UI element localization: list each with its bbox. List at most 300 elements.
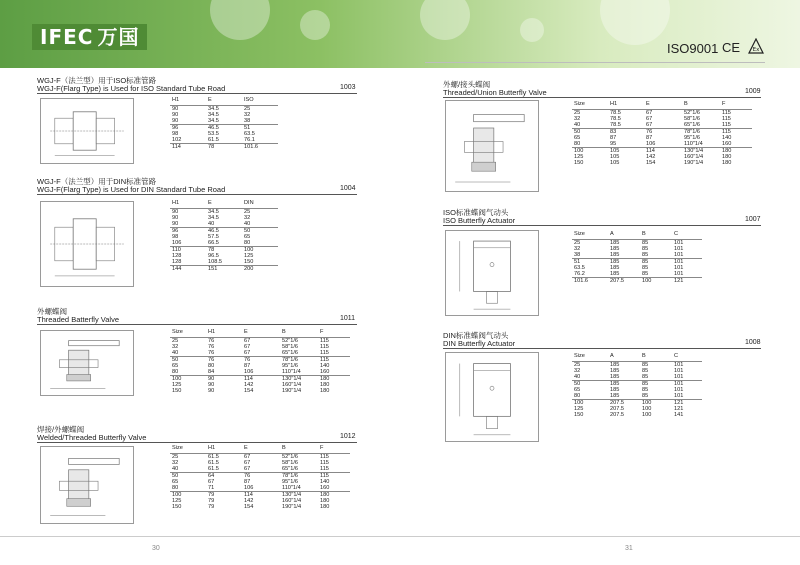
- table-cell: 87: [244, 363, 251, 369]
- section-rule: [37, 194, 357, 195]
- table-cell: 78.5: [610, 122, 621, 128]
- table-header-cell: B: [640, 230, 672, 240]
- section-title-cn: WGJ-F（法兰型）用于DIN标准管路: [37, 177, 157, 186]
- table-cell: 101: [674, 265, 684, 271]
- table-cell: 185: [610, 271, 620, 277]
- section-rule: [443, 348, 761, 349]
- table-cell: 108.5: [208, 259, 222, 265]
- table-cell: 180: [318, 376, 350, 383]
- table-header-cell: B: [280, 328, 318, 338]
- dimension-table: [170, 199, 278, 272]
- table-cell: 34.5: [208, 106, 219, 112]
- table-cell: 180: [320, 498, 330, 504]
- table-cell: 40: [172, 466, 179, 472]
- table-cell: 25: [172, 338, 179, 344]
- section-title-en: ISO Butterfly Actuator: [443, 216, 516, 225]
- table-cell: 154: [244, 504, 254, 510]
- table-cell: 115: [320, 460, 329, 466]
- table-cell: 65: [172, 363, 179, 369]
- table-row: [572, 278, 702, 285]
- table-cell: 106: [172, 240, 182, 246]
- section-title-en: Threaded/Union Butterfly Valve: [443, 88, 547, 97]
- technical-drawing: [445, 230, 539, 316]
- table-cell: 50: [170, 473, 206, 480]
- table-cell: 144: [170, 266, 206, 273]
- table-cell: 154: [244, 388, 254, 394]
- table-cell: 38: [244, 118, 251, 124]
- table-cell: 100: [642, 406, 652, 412]
- table-cell: 32: [244, 112, 251, 118]
- dimension-table: [170, 444, 350, 510]
- table-cell: 63.5: [574, 265, 585, 271]
- table-cell: 76: [206, 357, 242, 364]
- table-cell: 115: [318, 473, 350, 480]
- table-cell: 180: [318, 492, 350, 499]
- table-cell: 90: [208, 382, 215, 388]
- table-cell: 100: [242, 247, 278, 254]
- table-cell: 207.5: [610, 406, 624, 412]
- dimension-table: [170, 96, 278, 150]
- section-title-en: Welded/Threaded Butterfly Valve: [37, 433, 147, 442]
- table-cell: 67: [244, 350, 251, 356]
- table-cell: 142: [646, 154, 656, 160]
- section-rule: [443, 225, 761, 226]
- table-cell: 83: [608, 129, 644, 136]
- table-row: [572, 412, 702, 418]
- table-cell: 101: [672, 381, 702, 388]
- iso-certification-label: ISO9001: [667, 41, 719, 56]
- table-cell: 100: [572, 400, 608, 407]
- dimension-table: [170, 328, 350, 394]
- table-cell: 185: [610, 265, 620, 271]
- table-cell: 106: [646, 141, 656, 147]
- table-header-cell: C: [672, 352, 702, 362]
- ex-warning-icon: [748, 38, 764, 57]
- table-cell: 79: [206, 492, 242, 499]
- table-cell: 128: [172, 259, 182, 265]
- table-cell: 207.5: [610, 412, 624, 418]
- table-cell: 79: [208, 498, 215, 504]
- table-header-cell: C: [672, 230, 702, 240]
- section-rule: [443, 97, 761, 98]
- table-cell: 125: [244, 253, 254, 259]
- dimension-table: [572, 100, 752, 166]
- section-title-en: WGJ-F(Flarg Type) is Used for ISO Standard Tube Road: [37, 84, 226, 93]
- table-cell: 125: [172, 498, 182, 504]
- table-cell: 85: [640, 381, 672, 388]
- table-cell: 40: [574, 122, 581, 128]
- section-rule: [37, 442, 357, 443]
- section-rule: [37, 93, 357, 94]
- table-cell: 185: [610, 374, 620, 380]
- table-header-cell: A: [608, 352, 640, 362]
- table-cell: 67: [244, 466, 251, 472]
- table-header-cell: B: [682, 100, 720, 110]
- table-header-cell: A: [608, 230, 640, 240]
- section-title-cn: 外螺/接头蝶阀: [443, 80, 491, 89]
- table-cell: 78"1/6: [682, 129, 720, 136]
- table-cell: 101: [672, 259, 702, 266]
- table-cell: 32: [574, 116, 581, 122]
- table-cell: 78"1/6: [280, 473, 318, 480]
- table-cell: 67: [244, 460, 251, 466]
- section-title-en: WGJ-F(Flarg Type) is Used for DIN Standard Tube Road: [37, 185, 226, 194]
- table-cell: 150: [574, 412, 584, 418]
- table-cell: 32: [172, 344, 179, 350]
- table-cell: 25: [574, 110, 581, 116]
- table-cell: 58"1/6: [282, 460, 298, 466]
- table-cell: 180: [720, 148, 752, 155]
- table-cell: 200: [242, 266, 278, 273]
- table-cell: 105: [608, 148, 644, 155]
- table-cell: 67: [244, 338, 251, 344]
- table-cell: 110"1/4: [684, 141, 703, 147]
- table-cell: 95"1/6: [282, 363, 298, 369]
- table-header-cell: E: [206, 199, 242, 209]
- table-cell: 40: [244, 221, 251, 227]
- table-cell: 142: [244, 382, 254, 388]
- table-cell: 110"1/4: [282, 369, 301, 375]
- table-header-cell: DIN: [242, 199, 278, 209]
- table-cell: 190"1/4: [282, 504, 302, 510]
- table-cell: 65: [574, 387, 581, 393]
- table-header-cell: H1: [170, 96, 206, 106]
- table-cell: 154: [646, 160, 656, 166]
- table-cell: 160"1/4: [684, 154, 704, 160]
- table-header-cell: E: [206, 96, 242, 106]
- technical-drawing: [40, 201, 134, 287]
- table-cell: 114: [170, 144, 206, 151]
- table-cell: 121: [674, 406, 684, 412]
- table-header-cell: Size: [572, 230, 608, 240]
- product-code: 1007: [745, 216, 761, 223]
- table-cell: 125: [574, 154, 584, 160]
- table-cell: 115: [320, 454, 329, 460]
- table-cell: 185: [610, 240, 620, 246]
- table-cell: 67: [646, 122, 653, 128]
- technical-drawing: [40, 98, 134, 164]
- table-cell: 105: [610, 160, 620, 166]
- table-cell: 76.2: [574, 271, 585, 277]
- table-cell: 115: [722, 110, 731, 116]
- table-cell: 101: [674, 393, 684, 399]
- table-cell: 128: [172, 253, 182, 259]
- table-cell: 65: [244, 234, 251, 240]
- page-number-right: 31: [625, 545, 633, 552]
- table-cell: 34.5: [208, 118, 219, 124]
- table-cell: 130"1/4: [280, 376, 318, 383]
- table-cell: 85: [642, 362, 649, 368]
- table-cell: 106: [244, 485, 254, 491]
- table-cell: 102: [172, 137, 182, 143]
- table-cell: 185: [610, 387, 620, 393]
- table-cell: 180: [320, 388, 330, 394]
- table-cell: 87: [610, 135, 617, 141]
- product-code: 1004: [340, 185, 356, 192]
- table-cell: 78.5: [610, 110, 621, 116]
- table-cell: 101: [674, 387, 684, 393]
- table-cell: 25: [574, 362, 581, 368]
- table-cell: 85: [642, 265, 649, 271]
- table-cell: 57.5: [208, 234, 219, 240]
- table-cell: 185: [608, 259, 640, 266]
- table-cell: 32: [172, 460, 179, 466]
- table-header-cell: H1: [608, 100, 644, 110]
- table-cell: 110: [170, 247, 206, 254]
- table-cell: 65"1/6: [282, 466, 298, 472]
- table-cell: 100: [170, 492, 206, 499]
- table-cell: 80: [574, 141, 581, 147]
- table-cell: 101: [674, 362, 684, 368]
- table-cell: 80: [574, 393, 581, 399]
- table-cell: 76: [242, 473, 280, 480]
- table-cell: 90: [172, 215, 179, 221]
- table-header-cell: ISO: [242, 96, 278, 106]
- table-cell: 34.5: [208, 209, 219, 215]
- table-row: [572, 160, 752, 166]
- table-cell: 61.5: [208, 137, 219, 143]
- table-cell: 115: [320, 338, 329, 344]
- table-cell: 142: [244, 498, 254, 504]
- table-cell: 90: [208, 388, 215, 394]
- table-cell: 115: [320, 466, 329, 472]
- table-cell: 50: [242, 228, 278, 235]
- table-cell: 32: [574, 368, 581, 374]
- table-cell: 53.5: [208, 131, 219, 137]
- table-cell: 76: [208, 344, 215, 350]
- table-cell: 34.5: [208, 215, 219, 221]
- table-cell: 141: [674, 412, 684, 418]
- table-cell: 100: [572, 148, 608, 155]
- section-title-en: Threaded Batterfly Valve: [37, 315, 119, 324]
- table-cell: 71: [208, 485, 215, 491]
- table-cell: 114: [644, 148, 682, 155]
- table-header-cell: H1: [170, 199, 206, 209]
- table-cell: 160: [320, 485, 330, 491]
- section-title-cn: WGJ-F（法兰型）用于ISO标准管路: [37, 76, 157, 85]
- table-cell: 67: [244, 344, 251, 350]
- table-cell: 90: [206, 376, 242, 383]
- table-cell: 85: [642, 271, 649, 277]
- table-cell: 52"1/6: [282, 454, 298, 460]
- table-cell: 90: [172, 221, 179, 227]
- page-number-left: 30: [152, 545, 160, 552]
- table-cell: 79: [208, 504, 215, 510]
- table-header-cell: B: [280, 444, 318, 454]
- table-cell: 180: [722, 160, 732, 166]
- technical-drawing: [40, 446, 134, 524]
- table-cell: 100: [642, 412, 652, 418]
- table-cell: 115: [320, 344, 329, 350]
- table-cell: 34.5: [208, 112, 219, 118]
- table-cell: 114: [242, 492, 280, 499]
- table-cell: 101: [674, 252, 684, 258]
- table-cell: 67: [646, 116, 653, 122]
- section-title-cn: 外螺蝶阀: [37, 307, 67, 316]
- table-cell: 96: [170, 228, 206, 235]
- table-header-cell: E: [242, 328, 280, 338]
- table-cell: 190"1/4: [684, 160, 704, 166]
- table-cell: 65"1/6: [684, 122, 700, 128]
- table-cell: 78.5: [610, 116, 621, 122]
- table-cell: 78"1/6: [280, 357, 318, 364]
- table-cell: 40: [172, 350, 179, 356]
- table-cell: 65: [172, 479, 179, 485]
- section-rule: [37, 324, 357, 325]
- table-cell: 185: [610, 368, 620, 374]
- table-cell: 180: [320, 504, 330, 510]
- table-cell: 76: [242, 357, 280, 364]
- table-row: [170, 388, 350, 394]
- table-cell: 87: [646, 135, 653, 141]
- table-cell: 150: [244, 259, 254, 265]
- footer-divider: [0, 536, 800, 537]
- table-cell: 207.5: [608, 400, 640, 407]
- table-cell: 121: [672, 278, 702, 285]
- dimension-table: [572, 230, 702, 284]
- table-header-cell: Size: [170, 328, 206, 338]
- table-cell: 85: [642, 387, 649, 393]
- table-header-cell: Size: [170, 444, 206, 454]
- table-cell: 98: [172, 234, 179, 240]
- table-cell: 25: [574, 240, 581, 246]
- product-code: 1009: [745, 88, 761, 95]
- table-header-cell: B: [640, 352, 672, 362]
- ex-warning-text: Ex: [752, 47, 760, 53]
- table-cell: 46.5: [206, 125, 242, 132]
- table-cell: 85: [642, 252, 649, 258]
- table-cell: 96.5: [208, 253, 219, 259]
- table-cell: 98: [172, 131, 179, 137]
- table-cell: 85: [642, 393, 649, 399]
- table-cell: 85: [640, 259, 672, 266]
- table-cell: 25: [244, 106, 251, 112]
- table-cell: 76: [208, 338, 215, 344]
- table-cell: 140: [722, 135, 732, 141]
- table-cell: 185: [610, 393, 620, 399]
- technical-drawing: [445, 100, 539, 192]
- table-cell: 95"1/6: [684, 135, 700, 141]
- dimension-table: [572, 352, 702, 418]
- table-cell: 130"1/4: [280, 492, 318, 499]
- table-cell: 25: [244, 209, 251, 215]
- table-cell: 40: [574, 374, 581, 380]
- table-row: [170, 266, 278, 273]
- table-header-cell: F: [318, 444, 350, 454]
- product-code: 1012: [340, 433, 356, 440]
- section-title-cn: DIN标准蝶阀气动头: [443, 331, 509, 340]
- table-cell: 67: [646, 110, 653, 116]
- table-cell: 76.1: [244, 137, 255, 143]
- table-cell: 115: [720, 129, 752, 136]
- table-cell: 90: [172, 112, 179, 118]
- table-cell: 80: [244, 240, 251, 246]
- table-cell: 90: [172, 209, 179, 215]
- table-cell: 50: [572, 381, 608, 388]
- table-header-cell: E: [644, 100, 682, 110]
- table-cell: 67: [244, 454, 251, 460]
- table-header-cell: E: [242, 444, 280, 454]
- table-cell: 80: [172, 485, 179, 491]
- table-cell: 101.6: [572, 278, 608, 285]
- table-cell: 140: [320, 479, 330, 485]
- table-cell: 101: [674, 271, 684, 277]
- table-cell: 125: [574, 406, 584, 412]
- table-cell: 32: [574, 246, 581, 252]
- table-cell: 121: [672, 400, 702, 407]
- table-cell: 64: [206, 473, 242, 480]
- section-title-en: DIN Butterfly Actuator: [443, 339, 516, 348]
- section-title-cn: ISO标准蝶阀气动头: [443, 208, 509, 217]
- table-cell: 130"1/4: [682, 148, 720, 155]
- section-title-cn: 焊接/外螺蝶阀: [37, 425, 85, 434]
- header-rule: [425, 62, 765, 63]
- table-cell: 58"1/6: [282, 344, 298, 350]
- table-cell: 65"1/6: [282, 350, 298, 356]
- table-cell: 66.5: [208, 240, 219, 246]
- table-cell: 110"1/4: [282, 485, 301, 491]
- table-cell: 101: [674, 374, 684, 380]
- table-cell: 190"1/4: [282, 388, 302, 394]
- table-cell: 150: [172, 504, 182, 510]
- table-cell: 185: [610, 362, 620, 368]
- table-header-cell: F: [720, 100, 752, 110]
- table-cell: 85: [642, 246, 649, 252]
- table-cell: 106: [244, 369, 254, 375]
- table-cell: 207.5: [608, 278, 640, 285]
- table-cell: 180: [320, 382, 330, 388]
- table-cell: 150: [574, 160, 584, 166]
- product-code: 1011: [340, 315, 356, 322]
- table-cell: 90: [172, 106, 179, 112]
- table-cell: 61.5: [208, 454, 219, 460]
- page-header: [0, 0, 800, 68]
- table-cell: 101: [674, 246, 684, 252]
- table-cell: 115: [722, 116, 731, 122]
- table-cell: 85: [642, 368, 649, 374]
- table-cell: 160"1/4: [282, 382, 302, 388]
- table-cell: 105: [610, 154, 620, 160]
- product-code: 1008: [745, 339, 761, 346]
- table-cell: 80: [172, 369, 179, 375]
- table-cell: 76: [208, 350, 215, 356]
- table-cell: 180: [722, 154, 732, 160]
- table-cell: 78: [206, 247, 242, 254]
- table-header-cell: H1: [206, 444, 242, 454]
- table-cell: 100: [640, 278, 672, 285]
- table-cell: 87: [244, 479, 251, 485]
- table-cell: 63.5: [244, 131, 255, 137]
- brand-logo: [32, 24, 147, 50]
- logo-chinese: 万国: [97, 25, 140, 49]
- table-cell: 61.5: [208, 466, 219, 472]
- table-cell: 50: [170, 357, 206, 364]
- table-header-cell: F: [318, 328, 350, 338]
- table-cell: 38: [574, 252, 581, 258]
- table-header-cell: Size: [572, 100, 608, 110]
- table-cell: 65: [574, 135, 581, 141]
- table-cell: 160: [320, 369, 330, 375]
- table-cell: 100: [170, 376, 206, 383]
- table-cell: 51: [242, 125, 278, 132]
- table-cell: 96: [170, 125, 206, 132]
- table-header-cell: Size: [572, 352, 608, 362]
- table-cell: 115: [320, 350, 329, 356]
- table-cell: 78: [206, 144, 242, 151]
- table-cell: 101: [674, 240, 684, 246]
- table-cell: 150: [172, 388, 182, 394]
- table-cell: 185: [608, 381, 640, 388]
